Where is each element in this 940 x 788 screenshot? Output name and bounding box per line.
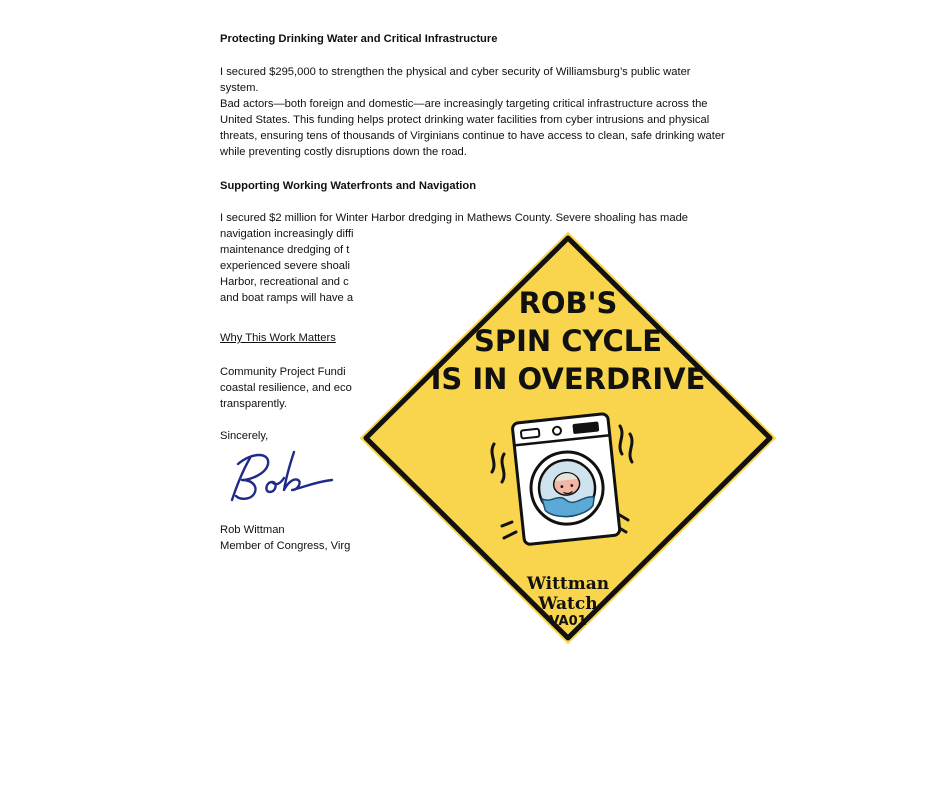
paragraph-line: transparently. <box>220 398 287 410</box>
brand-district: VA01 <box>549 614 587 629</box>
paragraph-line: United States. This funding helps protect drinking water facilities from cyber intrusions and physical <box>220 114 710 126</box>
paragraph-line: navigation increasingly diffi <box>220 228 354 240</box>
paragraph-line: Bad actors—both foreign and domestic—are increasingly targeting critical infrastructure across the <box>220 98 708 110</box>
paragraph-line: experienced severe shoali <box>220 260 350 272</box>
paragraph-line: threats, ensuring tens of thousands of Virginians continue to have access to clean, safe drinking water <box>220 130 725 142</box>
handwritten-signature <box>228 448 338 508</box>
signer-title: Member of Congress, Virg <box>220 540 351 552</box>
section-heading-why-matters: Why This Work Matters <box>220 332 336 344</box>
sign-title-line2: SPIN CYCLE <box>473 324 663 358</box>
paragraph-line: maintenance dredging of t <box>220 244 350 256</box>
brand-watch: Watch <box>538 594 598 614</box>
brand-wittman: Wittman <box>526 574 610 594</box>
paragraph-line: I secured $2 million for Winter Harbor dredging in Mathews County. Severe shoaling has made <box>220 212 689 224</box>
paragraph-line: I secured $295,000 to strengthen the physical and cyber security of Williamsburg’s public water <box>220 66 691 78</box>
section-heading-drinking-water: Protecting Drinking Water and Critical Infrastructure <box>220 33 498 45</box>
paragraph-line: and boat ramps will have a <box>220 292 354 304</box>
paragraph-line: Community Project Fundi <box>220 366 346 378</box>
washing-machine-icon <box>482 404 652 552</box>
section-heading-waterfronts: Supporting Working Waterfronts and Navigation <box>220 180 477 192</box>
closing: Sincerely, <box>220 430 269 442</box>
paragraph-line: while preventing costly disruptions down the road. <box>220 146 467 158</box>
spin-cycle-warning-sign <box>350 222 786 654</box>
signer-name: Rob Wittman <box>220 524 285 536</box>
paragraph-line: Harbor, recreational and c <box>220 276 349 288</box>
paragraph-line: coastal resilience, and eco <box>220 382 352 394</box>
sign-title-line3: IS IN OVERDRIVE <box>430 362 706 396</box>
paragraph-line: system. <box>220 82 259 94</box>
sign-title-line1: ROB'S <box>518 286 618 320</box>
